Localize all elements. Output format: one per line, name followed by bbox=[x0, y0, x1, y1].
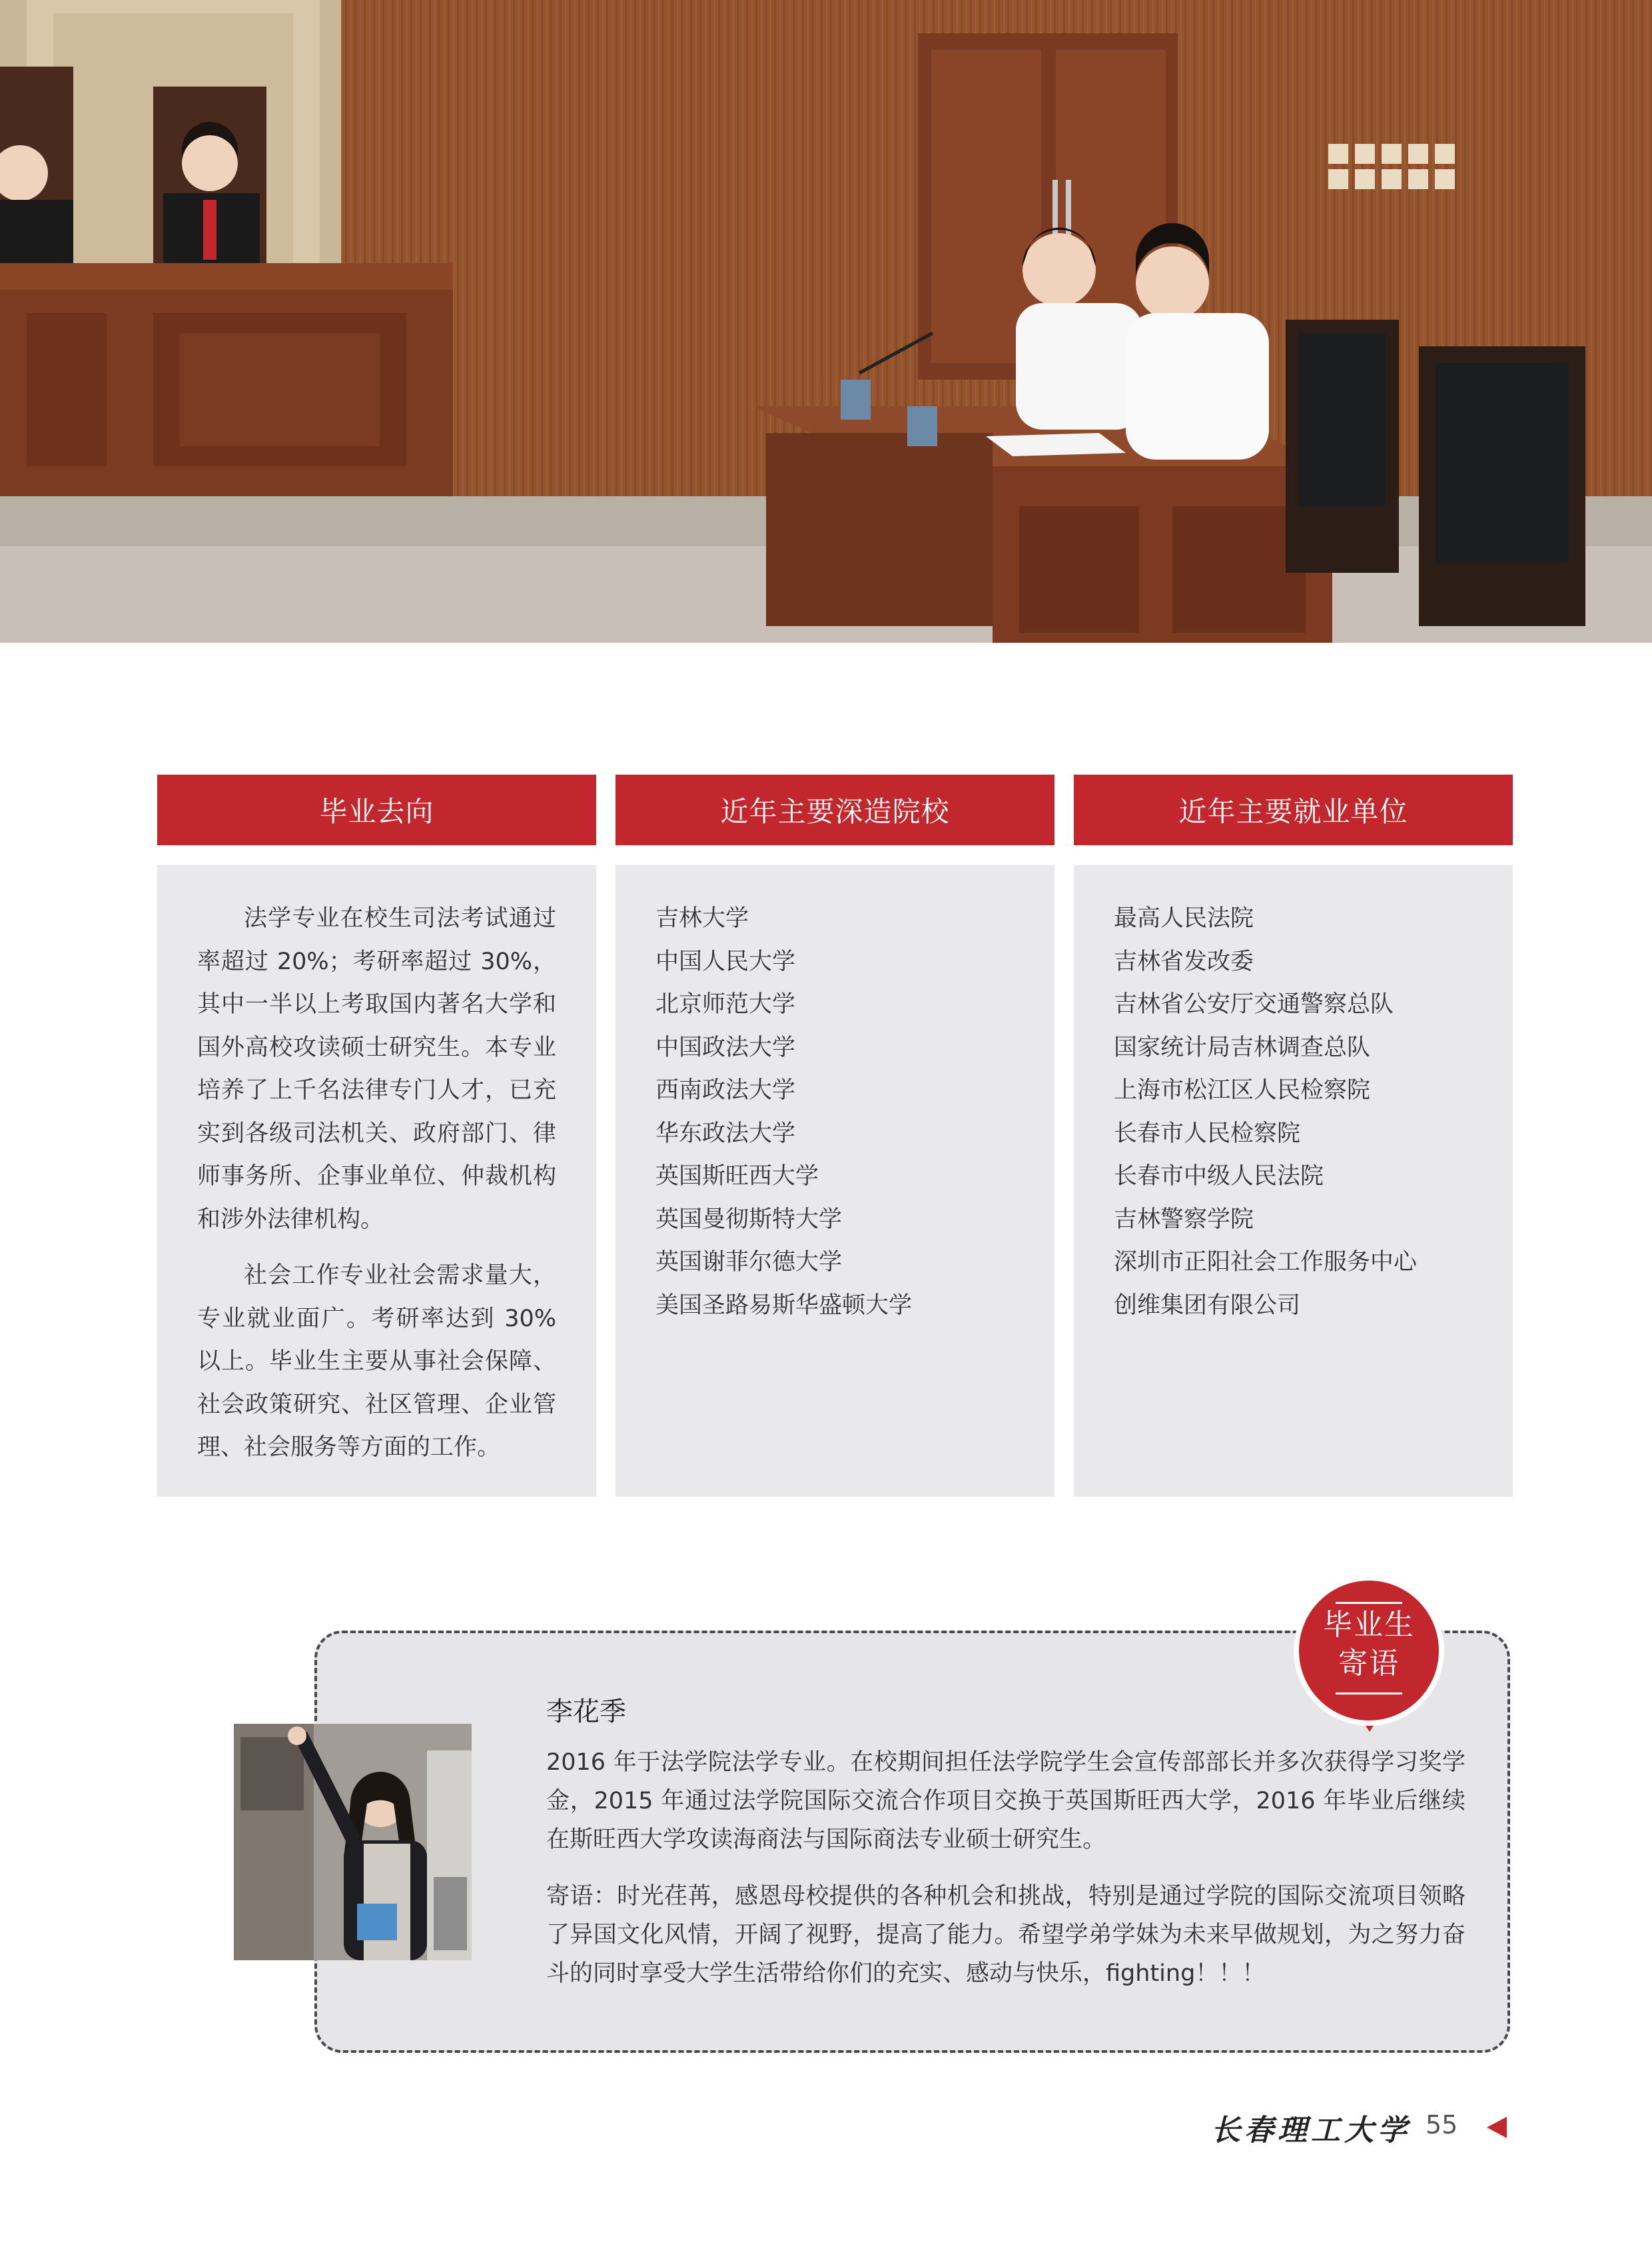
page-arrow-icon bbox=[1487, 2117, 1507, 2138]
list-item: 吉林警察学院 bbox=[1114, 1206, 1254, 1233]
badge-divider bbox=[1336, 1692, 1402, 1694]
list-item: 创维集团有限公司 bbox=[1114, 1292, 1301, 1319]
list-item: 深圳市正阳社会工作服务中心 bbox=[1114, 1249, 1418, 1276]
list-item: 北京师范大学 bbox=[655, 991, 796, 1018]
badge-line-1: 毕业生 bbox=[1323, 1608, 1415, 1642]
list-item: 英国斯旺西大学 bbox=[655, 1163, 819, 1190]
list-item: 上海市松江区人民检察院 bbox=[1114, 1077, 1371, 1104]
column-body bbox=[157, 865, 596, 1497]
paragraph: 社会工作专业社会需求量大，专业就业面广。考研率达到 30%以上。毕业生主要从事社会保障、社会政策研究、社区管理、企业管理、社会服务等方面的工作。 bbox=[197, 1262, 556, 1461]
list-item: 吉林省公安厅交通警察总队 bbox=[1114, 991, 1394, 1018]
list-item: 长春市人民检察院 bbox=[1114, 1120, 1301, 1147]
list-item: 吉林大学 bbox=[655, 905, 749, 932]
graduate-name: 李花季 bbox=[546, 1696, 626, 1727]
column-body bbox=[1074, 865, 1513, 1497]
list-item: 长春市中级人民法院 bbox=[1114, 1163, 1324, 1190]
badge-label bbox=[1299, 1606, 1439, 1683]
school-list bbox=[655, 897, 1015, 1327]
column-title: 毕业去向 bbox=[157, 775, 596, 845]
university-logotype: 长春理工大学 bbox=[1211, 2113, 1411, 2147]
list-item: 英国曼彻斯特大学 bbox=[655, 1206, 843, 1233]
list-item: 美国圣路易斯华盛顿大学 bbox=[655, 1292, 913, 1319]
list-item: 西南政法大学 bbox=[655, 1077, 796, 1104]
graduate-message-badge bbox=[1299, 1581, 1439, 1720]
graduate-message: 寄语：时光荏苒，感恩母校提供的各种机会和挑战，特别是通过学院的国际交流项目领略了异国文化风情，开阔了视野，提高了能力。希望学弟学妹为未来早做规划，为之努力奋斗的同时享受大学生活带给你们的充实、感动与快乐，fighting！！！ bbox=[546, 1883, 1465, 1987]
list-item: 英国谢菲尔德大学 bbox=[655, 1249, 843, 1276]
column-body bbox=[616, 865, 1054, 1497]
courtroom-photo bbox=[0, 0, 1652, 643]
graduate-photo bbox=[234, 1724, 472, 1960]
column-title: 近年主要就业单位 bbox=[1074, 775, 1513, 845]
list-item: 最高人民法院 bbox=[1114, 905, 1254, 932]
list-item: 中国人民大学 bbox=[655, 948, 796, 975]
graduation-destination-column bbox=[157, 775, 596, 1497]
page-number: 55 bbox=[1426, 2110, 1458, 2139]
list-item: 吉林省发改委 bbox=[1114, 948, 1254, 975]
employer-list bbox=[1114, 897, 1473, 1327]
list-item: 国家统计局吉林调查总队 bbox=[1114, 1034, 1371, 1061]
badge-line-2: 寄语 bbox=[1338, 1647, 1400, 1681]
list-item: 中国政法大学 bbox=[655, 1034, 796, 1061]
further-study-schools-column bbox=[616, 775, 1054, 1497]
list-item: 华东政法大学 bbox=[655, 1120, 796, 1147]
paragraph: 法学专业在校生司法考试通过率超过 20%；考研率超过 30%，其中一半以上考取国内著名大学和国外高校攻读硕士研究生。本专业培养了上千名法律专门人才，已充实到各级司法机关、政府部门、律师事务所、企事业单位、仲裁机构和涉外法律机构。 bbox=[197, 905, 556, 1233]
column-title: 近年主要深造院校 bbox=[616, 775, 1054, 845]
employers-column bbox=[1074, 775, 1513, 1497]
graduate-bio: 2016 年于法学院法学专业。在校期间担任法学院学生会宣传部部长并多次获得学习奖学金，2015 年通过法学院国际交流合作项目交换于英国斯旺西大学，2016 年毕业后继续在斯旺西大学攻读海商法与国际商法专业硕士研究生。 bbox=[546, 1749, 1465, 1853]
badge-divider bbox=[1336, 1602, 1402, 1604]
